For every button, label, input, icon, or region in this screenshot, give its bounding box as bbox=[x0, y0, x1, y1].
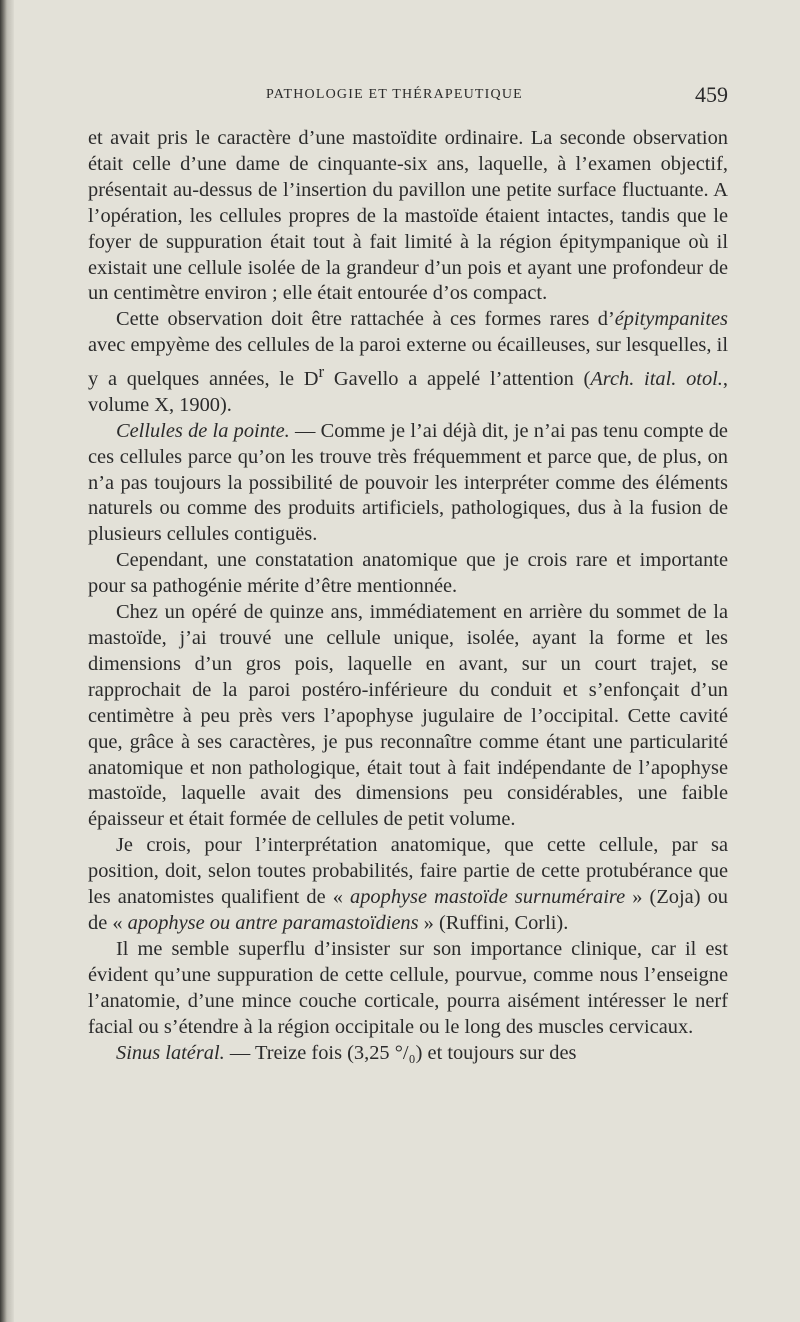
paragraph-7 bbox=[88, 937, 728, 1041]
paragraph-6-text-a: Je crois, pour l’interprétation anatomique, que cette cellule, par sa position, doit, selon toutes probabilités, faire partie de cette protubérance que les anatomistes qualifient de « bbox=[88, 834, 728, 909]
paragraph-2-text-a: Cette observation doit être rattachée à ces formes rares d’ bbox=[116, 308, 615, 331]
paragraph-7-text: Il me semble superflu d’insister sur son importance clinique, car il est évident qu’une suppuration de cette cellule, pourvue, comme nous l’enseigne l’anatomie, d’une mince couche corticale, pourra aisément intéresser le nerf facial ou s’étendre à la région occipitale ou le long des muscles cervicaux. bbox=[88, 937, 728, 1038]
paragraph-5-text: Chez un opéré de quinze ans, immédiatement en arrière du sommet de la mastoïde, j’ai trouvé une cellule unique, isolée, ayant la forme et les dimensions d’un gros pois, laquelle en avant, sur un court trajet, se rapprochait de la paroi postéro-inférieure du conduit et s’enfonçait d’un centimètre à peu près vers l’apophyse jugulaire de l’occipital. Cette cavité que, grâce à ses caractères, je pus reconnaître comme étant une particularité anatomique et non pathologique, était tout à fait indépendante de l’apophyse mastoïde, laquelle avait des dimensions peu considérables, une faible épaisseur et était formée de cellules de petit volume. bbox=[88, 601, 728, 831]
paragraph-6-italic-term-a: apophyse mastoïde surnuméraire bbox=[350, 886, 626, 909]
paragraph-2-text-b: avec empyème des cellules de la paroi externe ou écailleuses, sur lesquelles, il y a quelques années, le D bbox=[88, 334, 728, 390]
percent-symbol: °/₀ bbox=[394, 1041, 416, 1064]
paragraph-8 bbox=[88, 1041, 728, 1067]
paragraph-3 bbox=[88, 419, 728, 549]
paragraph-2-italic-term: épitympanites bbox=[614, 308, 728, 331]
paragraph-2-text-d: , volume X, 1900). bbox=[88, 367, 729, 416]
paragraph-6-text-c: » (Ruffini, Corli). bbox=[418, 911, 569, 934]
paragraph-1-text: et avait pris le caractère d’une mastoïdite ordinaire. La seconde observation était celle d’une dame de cinquante-six ans, laquelle, à l’examen objectif, présentait au-dessus de l’insertion du pavillon une petite surface fluctuante. A l’opération, les cellules propres de la mastoïde étaient intactes, tandis que le foyer de suppuration était tout à fait limité à la région épitympanique où il existait une cellule isolée de la grandeur d’un pois et ayant une profondeur de un centimètre environ ; elle était entourée d’os compact. bbox=[88, 127, 728, 305]
section-heading-cellules-pointe: Cellules de la pointe. bbox=[116, 419, 290, 442]
running-title: PATHOLOGIE ET THÉRAPEUTIQUE bbox=[266, 87, 523, 102]
page-edge-shadow bbox=[0, 0, 14, 1322]
paragraph-1 bbox=[88, 126, 728, 307]
paragraph-4-text: Cependant, une constatation anatomique que je crois rare et importante pour sa pathogénie mérite d’être mentionnée. bbox=[88, 549, 728, 598]
paragraph-8-text-a: — Treize fois (3,25 bbox=[224, 1041, 395, 1064]
paragraph-4 bbox=[88, 548, 728, 600]
paragraph-3-text: — Comme je l’ai déjà dit, je n’ai pas tenu compte de ces cellules parce qu’on les trouve très fréquemment et parce que, de plus, on n’a pas toujours la possibilité de pouvoir les interpréter comme des éléments naturels ou comme des produits artificiels, pathologiques, dus à la fusion de plusieurs cellules contiguës. bbox=[88, 419, 728, 546]
paragraph-6-italic-term-b: apophyse ou antre paramastoïdiens bbox=[127, 911, 419, 934]
paragraph-5 bbox=[88, 600, 728, 833]
paragraph-2-superscript: r bbox=[318, 362, 325, 382]
paragraph-2 bbox=[88, 307, 728, 418]
paragraph-6 bbox=[88, 833, 728, 937]
page-number: 459 bbox=[695, 82, 728, 107]
paragraph-2-text-c: Gavello a appelé l’attention ( bbox=[324, 367, 591, 390]
paragraph-6-text-b: » (Zoja) ou de « bbox=[88, 886, 728, 934]
paragraph-2-italic-citation: Arch. ital. otol. bbox=[590, 367, 723, 390]
page-header bbox=[88, 82, 728, 106]
section-heading-sinus-lateral: Sinus latéral. bbox=[116, 1041, 225, 1064]
body-text bbox=[88, 126, 728, 1066]
paragraph-8-text-b: ) et toujours sur des bbox=[415, 1041, 577, 1064]
